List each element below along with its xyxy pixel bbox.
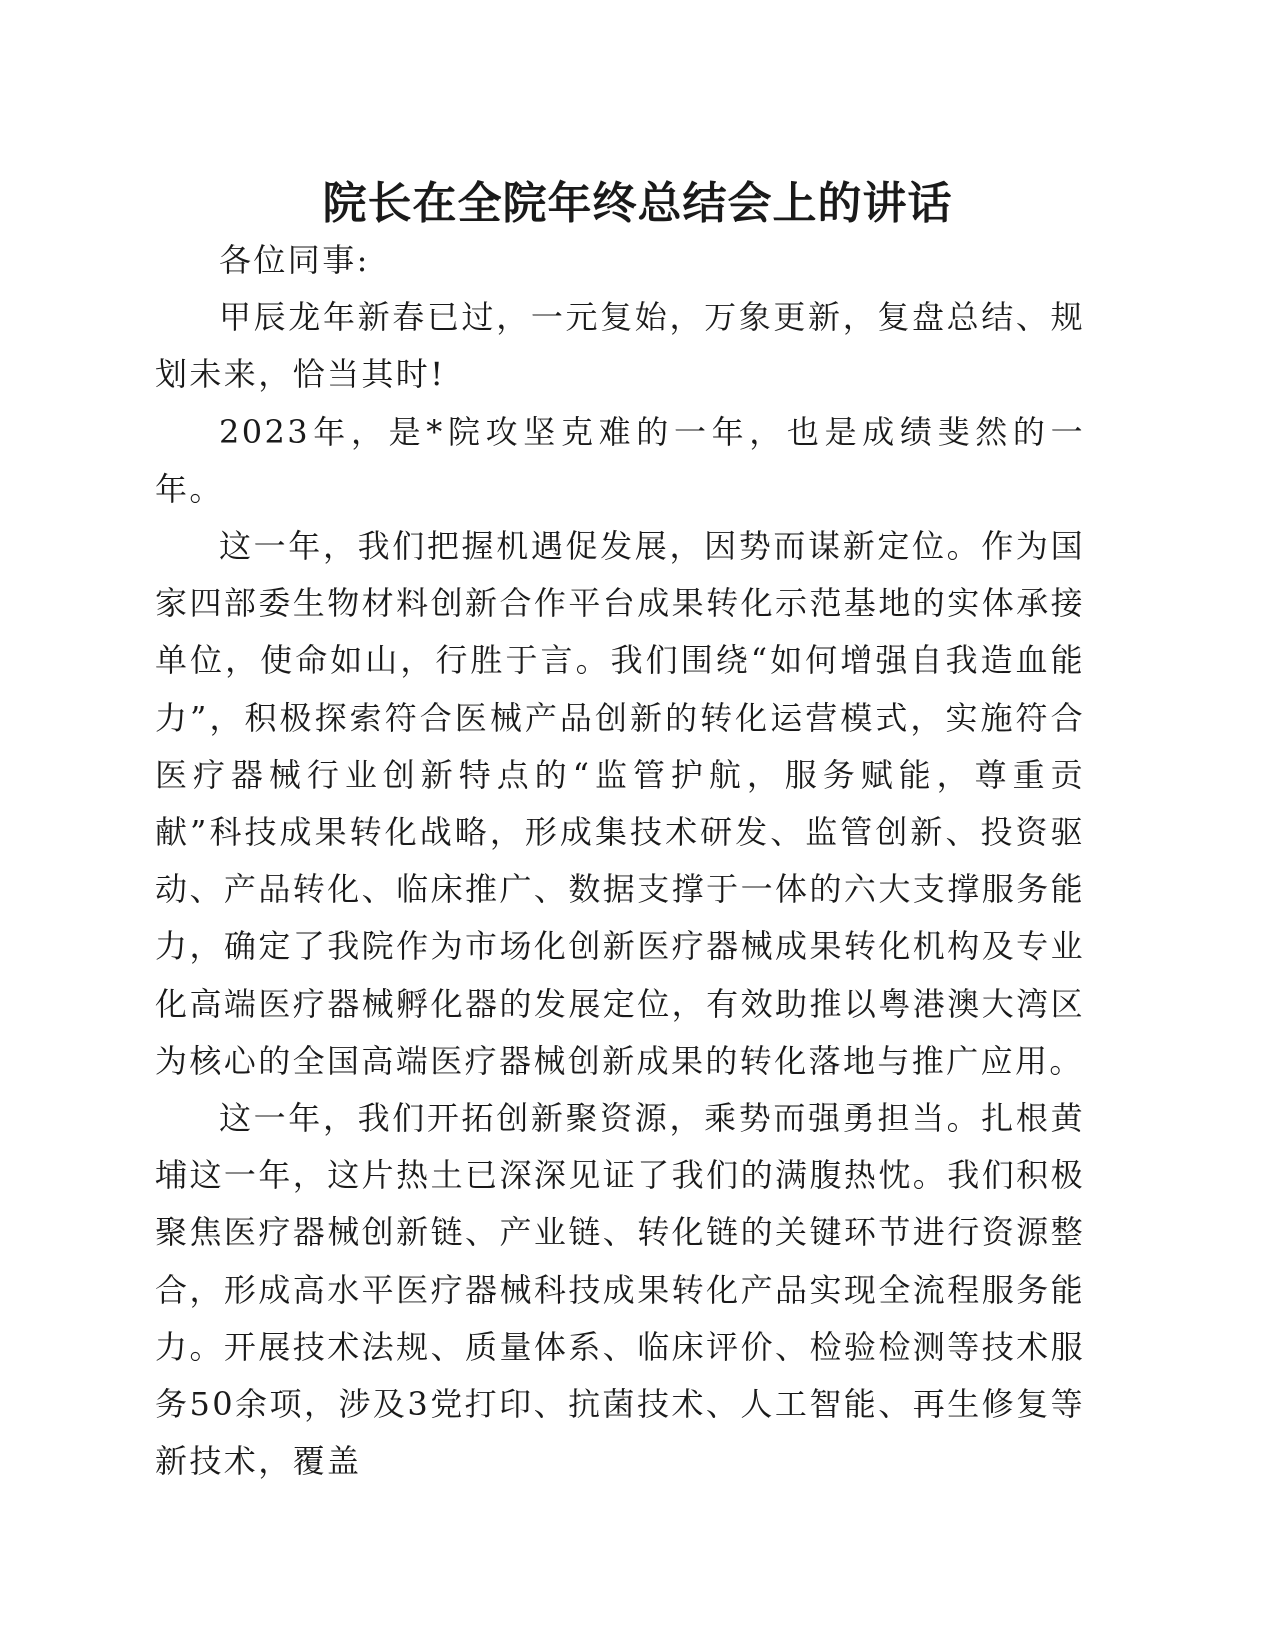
- paragraph: 2023年，是*院攻坚克难的一年，也是成绩斐然的一年。: [155, 412, 1085, 508]
- paragraph: 这一年，我们开拓创新聚资源，乘势而强勇担当。扎根黄埔这一年，这片热土已深深见证了我们的满腹热忱。我们积极聚焦医疗器械创新链、产业链、转化链的关键环节进行资源整合，形成高水平医疗器械科技成果转化产品实现全流程服务能力。开展技术法规、质量体系、临床评价、检验检测等技术服务50余项，涉及3党打印、抗菌技术、人工智能、再生修复等新技术，覆盖: [155, 1099, 1085, 1481]
- paragraph: 这一年，我们把握机遇促发展，因势而谋新定位。作为国家四部委生物材料创新合作平台成果转化示范基地的实体承接单位，使命如山，行胜于言。我们围绕“如何增强自我造血能力”，积极探索符合医械产品创新的转化运营模式，实施符合医疗器械行业创新特点的“监管护航，服务赋能，尊重贡献”科技成果转化战略，形成集技术研发、监管创新、投资驱动、产品转化、临床推广、数据支撑于一体的六大支撑服务能力，确定了我院作为市场化创新医疗器械成果转化机构及专业化高端医疗器械孵化器的发展定位，有效助推以粤港澳大湾区为核心的全国高端医疗器械创新成果的转化落地与推广应用。: [155, 527, 1085, 1080]
- paragraph: 甲辰龙年新春已过，一元复始，万象更新，复盘总结、规划未来，恰当其时!: [155, 298, 1085, 394]
- page-title: 院长在全院年终总结会上的讲话: [322, 178, 953, 229]
- salutation: 各位同事:: [219, 241, 370, 279]
- document-body: [155, 232, 1085, 1490]
